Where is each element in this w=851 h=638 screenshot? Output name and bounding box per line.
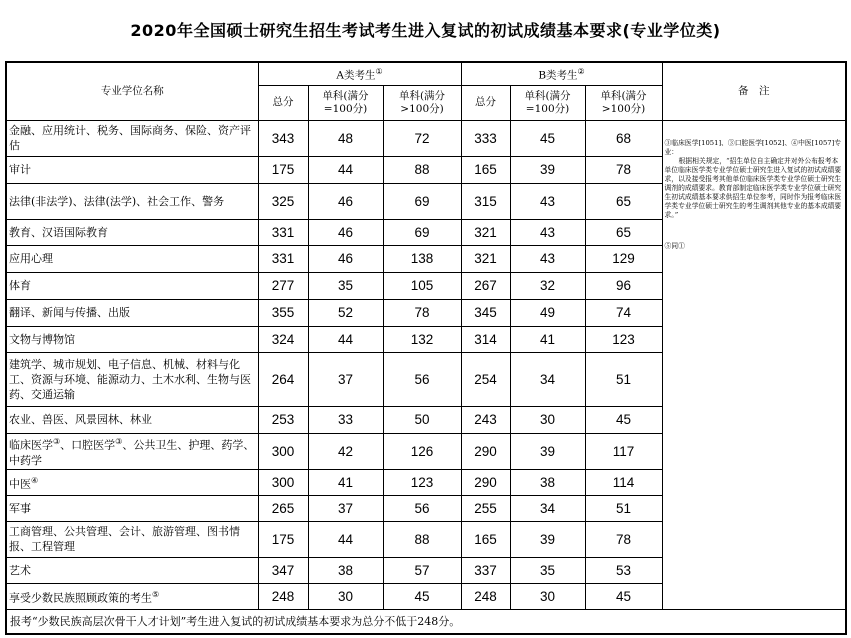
remark-cell bbox=[662, 120, 846, 609]
score-b-s100: 34 bbox=[510, 352, 585, 406]
remark-medical-head: ③临床医学[1051]、③口腔医学[1052]、④中医[1057]专业： bbox=[664, 138, 842, 156]
score-a-s100: 46 bbox=[308, 245, 383, 272]
page-title: 2020年全国硕士研究生招生考试考生进入复试的初试成绩基本要求(专业学位类) bbox=[130, 21, 721, 40]
score-b-total: 345 bbox=[461, 299, 510, 326]
header-group-b: B类考生② bbox=[461, 62, 662, 85]
score-a-sgt: 88 bbox=[383, 521, 461, 557]
score-b-total: 321 bbox=[461, 245, 510, 272]
score-b-sgt: 51 bbox=[585, 495, 662, 521]
score-a-sgt: 132 bbox=[383, 326, 461, 352]
score-a-total: 277 bbox=[258, 272, 308, 299]
header-group-a: A类考生① bbox=[258, 62, 461, 85]
score-a-total: 265 bbox=[258, 495, 308, 521]
score-b-total: 165 bbox=[461, 156, 510, 183]
major-name-cell: 军事 bbox=[6, 495, 258, 521]
score-b-total: 290 bbox=[461, 469, 510, 495]
score-a-s100: 44 bbox=[308, 521, 383, 557]
score-b-total: 255 bbox=[461, 495, 510, 521]
score-b-s100: 39 bbox=[510, 156, 585, 183]
score-a-sgt: 78 bbox=[383, 299, 461, 326]
score-a-total: 300 bbox=[258, 469, 308, 495]
score-b-total: 165 bbox=[461, 521, 510, 557]
score-a-s100: 52 bbox=[308, 299, 383, 326]
score-a-s100: 35 bbox=[308, 272, 383, 299]
major-name-cell: 中医④ bbox=[6, 469, 258, 495]
major-name-cell: 体育 bbox=[6, 272, 258, 299]
score-b-s100: 43 bbox=[510, 245, 585, 272]
score-b-total: 254 bbox=[461, 352, 510, 406]
major-name-cell: 享受少数民族照顾政策的考生⑤ bbox=[6, 583, 258, 609]
score-a-sgt: 56 bbox=[383, 352, 461, 406]
score-b-sgt: 114 bbox=[585, 469, 662, 495]
score-a-s100: 37 bbox=[308, 352, 383, 406]
score-b-sgt: 65 bbox=[585, 219, 662, 245]
score-b-total: 315 bbox=[461, 183, 510, 219]
score-a-sgt: 126 bbox=[383, 433, 461, 469]
score-b-s100: 35 bbox=[510, 557, 585, 583]
header-b-single-gt100: 单科(满分 >100分) bbox=[585, 85, 662, 120]
score-a-s100: 46 bbox=[308, 183, 383, 219]
major-name-cell: 翻译、新闻与传播、出版 bbox=[6, 299, 258, 326]
score-a-total: 264 bbox=[258, 352, 308, 406]
score-b-sgt: 117 bbox=[585, 433, 662, 469]
major-name-cell: 应用心理 bbox=[6, 245, 258, 272]
score-b-sgt: 68 bbox=[585, 120, 662, 156]
score-b-s100: 30 bbox=[510, 406, 585, 433]
score-b-s100: 30 bbox=[510, 583, 585, 609]
score-b-sgt: 129 bbox=[585, 245, 662, 272]
score-b-total: 267 bbox=[461, 272, 510, 299]
header-b-total: 总分 bbox=[461, 85, 510, 120]
remark-minority: ⑤同① bbox=[664, 241, 685, 250]
score-a-sgt: 72 bbox=[383, 120, 461, 156]
score-b-total: 248 bbox=[461, 583, 510, 609]
score-b-sgt: 45 bbox=[585, 583, 662, 609]
score-a-s100: 30 bbox=[308, 583, 383, 609]
header-a-single-100: 单科(满分 =100分) bbox=[308, 85, 383, 120]
major-name-cell: 临床医学③、口腔医学③、公共卫生、护理、药学、中药学 bbox=[6, 433, 258, 469]
major-name-cell: 艺术 bbox=[6, 557, 258, 583]
major-name-cell: 文物与博物馆 bbox=[6, 326, 258, 352]
table-row bbox=[6, 120, 846, 156]
score-a-sgt: 56 bbox=[383, 495, 461, 521]
score-a-s100: 46 bbox=[308, 219, 383, 245]
header-remark: 备 注 bbox=[662, 62, 846, 120]
score-a-s100: 44 bbox=[308, 326, 383, 352]
score-a-s100: 42 bbox=[308, 433, 383, 469]
score-b-s100: 38 bbox=[510, 469, 585, 495]
score-a-sgt: 50 bbox=[383, 406, 461, 433]
major-name-cell: 法律(非法学)、法律(法学)、社会工作、警务 bbox=[6, 183, 258, 219]
score-b-sgt: 78 bbox=[585, 521, 662, 557]
score-b-s100: 49 bbox=[510, 299, 585, 326]
header-a-single-gt100: 单科(满分 >100分) bbox=[383, 85, 461, 120]
score-b-total: 337 bbox=[461, 557, 510, 583]
score-b-s100: 45 bbox=[510, 120, 585, 156]
score-b-sgt: 53 bbox=[585, 557, 662, 583]
score-a-total: 175 bbox=[258, 156, 308, 183]
score-a-s100: 37 bbox=[308, 495, 383, 521]
major-name-cell: 工商管理、公共管理、会计、旅游管理、图书情报、工程管理 bbox=[6, 521, 258, 557]
score-a-s100: 33 bbox=[308, 406, 383, 433]
score-a-total: 324 bbox=[258, 326, 308, 352]
footer-note: 报考“少数民族高层次骨干人才计划”考生进入复试的初试成绩基本要求为总分不低于248分。 bbox=[6, 609, 846, 634]
score-a-total: 325 bbox=[258, 183, 308, 219]
score-a-total: 300 bbox=[258, 433, 308, 469]
score-b-total: 290 bbox=[461, 433, 510, 469]
score-b-sgt: 123 bbox=[585, 326, 662, 352]
score-a-total: 331 bbox=[258, 219, 308, 245]
score-b-s100: 43 bbox=[510, 183, 585, 219]
major-name-cell: 金融、应用统计、税务、国际商务、保险、资产评估 bbox=[6, 120, 258, 156]
score-b-sgt: 74 bbox=[585, 299, 662, 326]
score-a-s100: 44 bbox=[308, 156, 383, 183]
header-a-total: 总分 bbox=[258, 85, 308, 120]
score-a-total: 248 bbox=[258, 583, 308, 609]
score-a-sgt: 105 bbox=[383, 272, 461, 299]
score-b-sgt: 96 bbox=[585, 272, 662, 299]
major-name-cell: 审计 bbox=[6, 156, 258, 183]
score-b-total: 314 bbox=[461, 326, 510, 352]
score-b-sgt: 45 bbox=[585, 406, 662, 433]
score-a-total: 175 bbox=[258, 521, 308, 557]
major-name-cell: 农业、兽医、风景园林、林业 bbox=[6, 406, 258, 433]
score-b-s100: 32 bbox=[510, 272, 585, 299]
score-b-s100: 43 bbox=[510, 219, 585, 245]
score-b-sgt: 51 bbox=[585, 352, 662, 406]
score-b-s100: 34 bbox=[510, 495, 585, 521]
header-major-name: 专业学位名称 bbox=[6, 62, 258, 120]
score-b-total: 321 bbox=[461, 219, 510, 245]
score-a-sgt: 69 bbox=[383, 219, 461, 245]
score-b-s100: 41 bbox=[510, 326, 585, 352]
header-b-single-100: 单科(满分 =100分) bbox=[510, 85, 585, 120]
score-a-sgt: 57 bbox=[383, 557, 461, 583]
score-a-total: 355 bbox=[258, 299, 308, 326]
score-b-s100: 39 bbox=[510, 433, 585, 469]
score-table bbox=[5, 61, 847, 635]
major-name-cell: 建筑学、城市规划、电子信息、机械、材料与化工、资源与环境、能源动力、土木水利、生物与医药、交通运输 bbox=[6, 352, 258, 406]
score-a-total: 331 bbox=[258, 245, 308, 272]
score-a-sgt: 45 bbox=[383, 583, 461, 609]
score-a-total: 347 bbox=[258, 557, 308, 583]
score-b-total: 243 bbox=[461, 406, 510, 433]
score-a-sgt: 123 bbox=[383, 469, 461, 495]
remark-medical-body: 根据相关规定，“招生单位自主确定并对外公布报考本单位临床医学类专业学位硕士研究生进入复试的初试成绩要求，以及接受报考其他单位临床医学类专业学位硕士研究生调剂的成绩要求。教育部制定临床医学类专业学位硕士研究生初试成绩基本要求供招生单位参考，同时作为报考临床医学类专业学位硕士研究生的考生调剂其他专业的基本成绩要求。” bbox=[664, 156, 842, 219]
score-b-total: 333 bbox=[461, 120, 510, 156]
score-a-sgt: 69 bbox=[383, 183, 461, 219]
score-a-s100: 38 bbox=[308, 557, 383, 583]
score-b-s100: 39 bbox=[510, 521, 585, 557]
score-a-sgt: 138 bbox=[383, 245, 461, 272]
major-name-cell: 教育、汉语国际教育 bbox=[6, 219, 258, 245]
score-b-sgt: 65 bbox=[585, 183, 662, 219]
score-a-sgt: 88 bbox=[383, 156, 461, 183]
score-b-sgt: 78 bbox=[585, 156, 662, 183]
score-a-total: 343 bbox=[258, 120, 308, 156]
score-a-s100: 41 bbox=[308, 469, 383, 495]
score-a-s100: 48 bbox=[308, 120, 383, 156]
score-a-total: 253 bbox=[258, 406, 308, 433]
